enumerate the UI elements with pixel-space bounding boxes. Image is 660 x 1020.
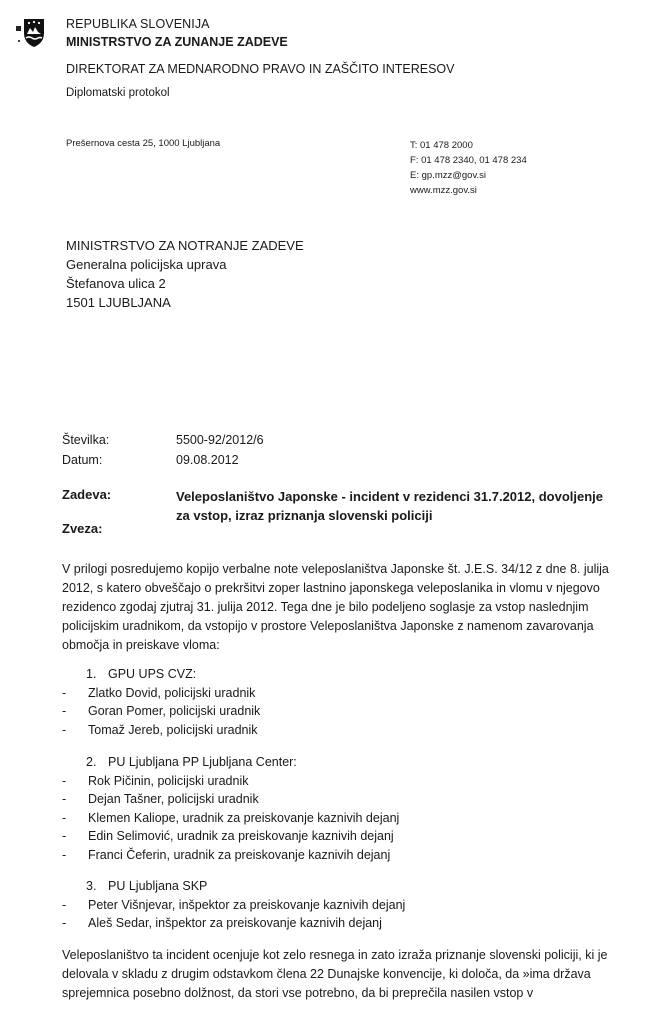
- list-item: - Dejan Tašner, policijski uradnik: [62, 792, 259, 806]
- coat-of-arms-icon: [14, 16, 48, 48]
- reference-label: Zveza:: [62, 521, 103, 536]
- list-item: - Peter Višnjevar, inšpektor za preiskovanje kaznivih dejanj: [62, 897, 406, 912]
- sender-fax: F: 01 478 2340, 01 478 234: [410, 155, 527, 166]
- intro-paragraph: V prilogi posredujemo kopijo verbalne note veleposlaništva Japonske št. J.E.S. 34/12 z dne 8. julija 2012, s katero obveščajo o prekršitvi zoper lastnino japonskega veleposlanika in vlomu v njegovo rezidenco zgodaj zjutraj 31. julija 2012. Tega dne je bilo podeljeno soglasje za vstop naslednjim policijskim uradnikom, da vstopijo v prostore Veleposlaništva Japonske z namenom zavarovanja območja in preiskave vloma:: [62, 562, 609, 652]
- header-department: Diplomatski protokol: [66, 87, 170, 99]
- closing-paragraph: Veleposlaništvo ta incident ocenjuje kot zelo resnega in zato izraža priznanje slovenski policiji, ki je delovala v skladu z drugim odstavkom člena 22 Dunajske konvencije, ki določa, da »ima država sprejemnica posebno dolžnost, da stori vse potrebno, da bi preprečila nasilen vstop v: [62, 948, 608, 1000]
- group-title-text: PU Ljubljana PP Ljubljana Center:: [108, 755, 297, 769]
- officer-group-2: [62, 753, 399, 864]
- recipient-block: [66, 236, 304, 312]
- date-value: 09.08.2012: [176, 453, 239, 467]
- list-item: - Franci Čeferin, uradnik za preiskovanje kaznivih dejanj: [62, 847, 391, 862]
- group-title: [62, 753, 399, 772]
- header-country: REPUBLIKA SLOVENIJA: [66, 17, 210, 31]
- sender-web: www.mzz.gov.si: [410, 185, 477, 196]
- group-title: [62, 877, 405, 896]
- recipient-line: Generalna policijska uprava: [66, 257, 227, 272]
- list-item: - Goran Pomer, policijski uradnik: [62, 704, 261, 718]
- recipient-line: Štefanova ulica 2: [66, 276, 166, 291]
- list-item: - Tomaž Jereb, policijski uradnik: [62, 722, 258, 737]
- subject-text: Veleposlaništvo Japonske - incident v rezidenci 31.7.2012, dovoljenje za vstop, izraz priznanja slovenski policiji: [176, 489, 604, 523]
- group-title: [62, 665, 260, 684]
- number-label: Številka:: [62, 433, 110, 447]
- group-title-text: GPU UPS CVZ:: [108, 667, 197, 681]
- list-item: - Klemen Kaliope, uradnik za preiskovanje kaznivih dejanj: [62, 810, 400, 825]
- sender-phone: T: 01 478 2000: [410, 140, 473, 151]
- sender-email: E: gp.mzz@gov.si: [410, 170, 486, 181]
- list-item: - Rok Pičinin, policijski uradnik: [62, 773, 249, 788]
- list-item: - Aleš Sedar, inšpektor za preiskovanje kaznivih dejanj: [62, 916, 382, 930]
- recipient-line: 1501 LJUBLJANA: [66, 295, 171, 310]
- group-title-text: PU Ljubljana SKP: [108, 879, 208, 893]
- sender-address: Prešernova cesta 25, 1000 Ljubljana: [66, 138, 221, 149]
- header-directorate: DIREKTORAT ZA MEDNARODNO PRAVO IN ZAŠČITO INTERESOV: [66, 62, 455, 76]
- officer-group-1: [62, 665, 260, 739]
- group-number: 2.: [86, 755, 97, 769]
- header-ministry: MINISTRSTVO ZA ZUNANJE ZADEVE: [66, 35, 288, 49]
- group-number: 1.: [86, 667, 97, 681]
- date-label: Datum:: [62, 453, 103, 467]
- group-number: 3.: [86, 879, 97, 893]
- recipient-line: MINISTRSTVO ZA NOTRANJE ZADEVE: [66, 238, 304, 253]
- sender-contact-block: [410, 138, 527, 198]
- list-item: - Zlatko Dovid, policijski uradnik: [62, 685, 256, 700]
- list-item: - Edin Selimović, uradnik za preiskovanje kaznivih dejanj: [62, 829, 394, 843]
- officer-group-3: [62, 877, 405, 933]
- number-value: 5500-92/2012/6: [176, 433, 264, 447]
- subject-label: Zadeva:: [62, 487, 112, 502]
